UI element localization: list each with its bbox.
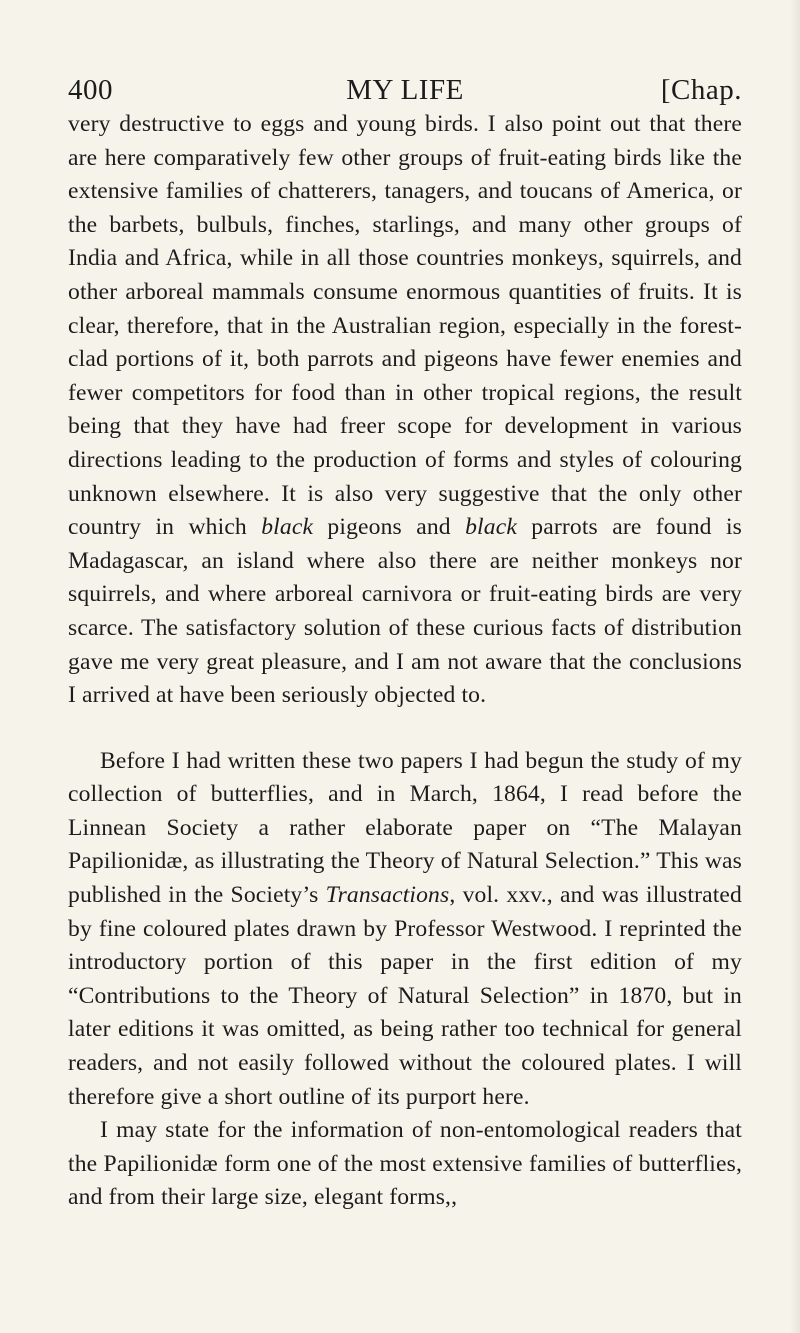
body-text: [68, 108, 742, 1215]
italic-transactions: Transactions: [325, 882, 450, 909]
paragraph-1-text-b: pigeons and: [313, 514, 466, 541]
italic-black-1: black: [261, 514, 314, 541]
paragraph-1-text-a: very destructive to eggs and young birds. I also point out that there are here comparatively few other groups of fruit-eating birds like the extensive families of chatterers, tanagers, and toucans of America, or the barbets, bulbuls, finches, starlings, and many other groups of India and Africa, while in all those countries monkeys, squirrels, and other arboreal mammals consume enormous quantities of fruits. It is clear, therefore, that in the Australian region, especially in the forest-clad portions of it, both parrots and pigeons have fewer enemies and fewer competitors for food than in other tropical regions, the result being that they have had freer scope for development in various directions leading to the production of forms and styles of colouring unknown elsewhere. It is also very suggestive that the only other country in which: [68, 111, 742, 541]
page-header: [68, 60, 742, 106]
italic-black-2: black: [465, 514, 517, 541]
paragraph-1: [68, 108, 742, 713]
paragraph-3: I may state for the information of non-entomological readers that the Papilionidæ form one of the most extensive families of butterflies, and from their large size, elegant forms,,: [68, 1117, 742, 1211]
paragraph-2: [68, 745, 742, 1115]
paragraph-2-text-a: Before I had written these two papers I had begun the study of my collection of butterflies, and in March, 1864, I read before the Linnean Society a rather elaborate paper on “The Malayan Papilionidæ, as illustrating the Theory of Natural Selection.” This was published in the Society’s: [68, 747, 742, 909]
paragraph-1-text-c: parrots are found is Madagascar, an island where also there are neither monkeys nor squirrels, and where arboreal carnivora or fruit-eating birds are very scarce. The satisfactory solution of these curious facts of distribution gave me very great pleasure, and I am not aware that the conclusions I arrived at have been seriously objected to.: [68, 514, 742, 709]
page-edge-shadow: [790, 0, 800, 1333]
chapter-marker: [Chap.: [660, 74, 742, 106]
running-title: MY LIFE: [346, 74, 464, 106]
page-number: 400: [68, 74, 113, 106]
paragraph-2-text-b: , vol. xxv., and was illustrated by fine coloured plates drawn by Professor Westwood. I reprinted the introductory portion of this paper in the first edition of my “Contributions to the Theory of Natural Selection” in 1870, but in later editions it was omitted, as being rather too technical for general readers, and not easily followed without the coloured plates. I will therefore give a short outline of its purport here.: [68, 882, 742, 1110]
